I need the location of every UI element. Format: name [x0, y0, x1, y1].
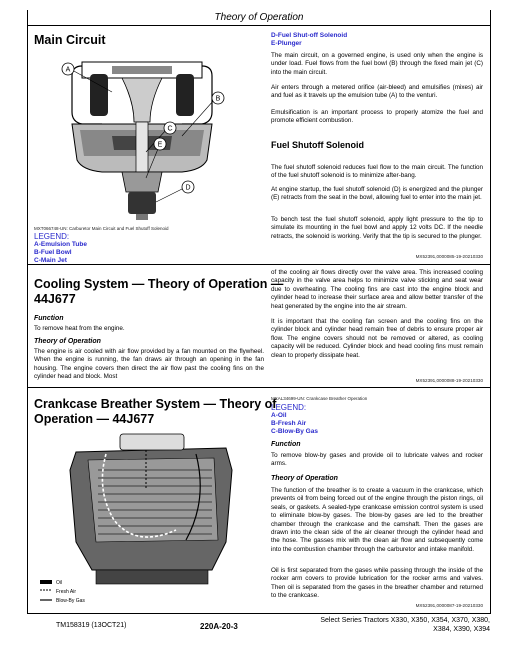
crankcase-title-line1: Crankcase Breather System — Theory of: [34, 397, 277, 411]
crankcase-legend-a: A-Oil: [271, 412, 287, 419]
main-circuit-legend-title: LEGEND:: [34, 232, 70, 241]
footer-divider: [27, 613, 491, 614]
crankcase-breather-figure: [36, 430, 266, 608]
crankcase-theory-para-2: Oil is first separated from the gases while passing through the inside of the rocker arm covers to provide lubrication for the rocker arms and valves. Then oil is separated from the gases in the breather chamber and returned to the crankcase.: [271, 567, 483, 600]
cooling-ref: MX52391,0000088-19-20210330: [415, 378, 483, 383]
footer-page-number: 220A-20-3: [200, 622, 238, 631]
fig-legend-blow-by: Blow-By Gas: [56, 598, 85, 604]
callout-b: B: [215, 95, 221, 103]
crankcase-legend-title: LEGEND:: [271, 403, 307, 412]
label-fuel-shutoff-solenoid: D-Fuel Shut-off Solenoid: [271, 32, 348, 39]
callout-e: E: [157, 141, 163, 149]
fig-legend-fresh-air: Fresh Air: [56, 589, 77, 595]
crankcase-title-line2: Operation — 44J677: [34, 412, 155, 426]
footer-model-line2: X384, X390, X394: [433, 626, 490, 633]
section-divider-2: [27, 387, 491, 388]
cooling-function-text: To remove heat from the engine.: [34, 325, 125, 332]
fig-legend-oil: Oil: [56, 580, 63, 586]
main-circuit-para-1: The main circuit, on a governed engine, is used only when the engine is under load. Fuel flows from the fuel bowl (B) through the fixed main jet (C) into the main circuit.: [271, 52, 483, 76]
cooling-right-para-2: It is important that the cooling fan screen and the cooling fins on the cylinder block and cylinder head remain free of debris to ensure proper air flow. The engine covers should not be removed or altered, as cooling capacity will be reduced. Cylinder block and head cooling fins must remain clean to properly dissipate heat.: [271, 318, 483, 359]
cooling-right-para-1: of the cooling air flows directly over the valve area. This increased cooling capacity in the valve area helps to minimize valve sticking and seat wear due to overheating. The cooling fins are cast into the engine block and cylinder head to increase their surface area and allow better transfer of the heat generated by the engine into the air stream.: [271, 269, 483, 310]
section-divider-1: [27, 264, 491, 265]
main-circuit-legend-c: C-Main Jet: [34, 257, 67, 264]
cooling-title-line1: Cooling System — Theory of Operation —: [34, 277, 284, 291]
carburetor-figure: [42, 52, 252, 224]
main-circuit-para-2: Air enters through a metered orifice (air-bleed) and emulsifies (mixes) air and fuel as it travels up the emulsion tube (A) to the venturi.: [271, 84, 483, 100]
callout-c: C: [167, 125, 173, 133]
footer-model-line1: Select Series Tractors X330, X350, X354, X370, X380,: [320, 617, 490, 624]
crankcase-theory-head: Theory of Operation: [271, 475, 338, 482]
callout-a: A: [65, 66, 71, 74]
fuel-shutoff-title: Fuel Shutoff Solenoid: [271, 140, 364, 150]
main-circuit-figure-caption: MXT066748-UN: Carburetor Main Circuit and Fuel Shutoff Solenoid: [34, 226, 169, 231]
crankcase-function-head: Function: [271, 441, 301, 448]
fuel-shutoff-para-3: To bench test the fuel shutoff solenoid, apply light pressure to the tip to simulate its mounting in the fuel bowl and apply 12 volts DC. If the needle retracts, the solenoid is working. Verify that the tip is secured to the plunger.: [271, 216, 483, 240]
fuel-shutoff-ref: MX52391,0000085-19-20210330: [415, 254, 483, 259]
header-divider: [27, 25, 491, 26]
footer-doc-id: TM158319 (13OCT21): [56, 622, 127, 629]
header-title: Theory of Operation: [214, 12, 304, 23]
main-circuit-title: Main Circuit: [34, 33, 106, 47]
crankcase-theory-para-1: The function of the breather is to create a vacuum in the crankcase, which prevents oil from being forced out of the engine through the piston rings, oil seals, or gaskets. A sealed-type crankcase emission control system is used to eliminate blow-by gases. The blow-by gases are led to the breather chamber through the crankcase and the camshaft. Then the gases are drawn into the clean side of the air cleaner through the cylinder head and the hose. The gasses mix with the clean air flow and subsequently come into the combustion chamber through the carburetor and intake manifold.: [271, 487, 483, 553]
cooling-theory-text: The engine is air cooled with air flow provided by a fan mounted on the flywheel. When the engine is running, the fan draws air through an opening in the fan housing. The engine covers then direct the air flow past the cooling fins on the cylinder head and block. Most: [34, 348, 264, 381]
crankcase-function-text: To remove blow-by gases and provide oil to lubricate valves and rocker arms.: [271, 452, 483, 468]
main-circuit-para-3: Emulsification is an important process to properly atomize the fuel and promote efficient combustion.: [271, 109, 483, 125]
main-circuit-legend-b: B-Fuel Bowl: [34, 249, 72, 256]
callout-d: D: [185, 184, 191, 192]
cooling-title-line2: 44J677: [34, 292, 76, 306]
fuel-shutoff-para-1: The fuel shutoff solenoid reduces fuel flow to the main circuit. The function of the fuel shutoff solenoid is to minimize after-bang.: [271, 164, 483, 180]
crankcase-ref: MX52391,0000087-19-20210330: [415, 603, 483, 608]
fuel-shutoff-para-2: At engine startup, the fuel shutoff solenoid (D) is energized and the plunger (E) retracts from the seat in the bowl, allowing fuel to enter into the main jet.: [271, 186, 483, 202]
cooling-theory-head: Theory of Operation: [34, 338, 101, 345]
main-circuit-legend-a: A-Emulsion Tube: [34, 241, 87, 248]
label-plunger: E-Plunger: [271, 40, 302, 47]
crankcase-legend-b: B-Fresh Air: [271, 420, 307, 427]
crankcase-figure-caption: MXAL34699-UN: Crankcase Breather Operation: [271, 396, 368, 401]
cooling-function-head: Function: [34, 315, 64, 322]
crankcase-legend-c: C-Blow-By Gas: [271, 428, 318, 435]
